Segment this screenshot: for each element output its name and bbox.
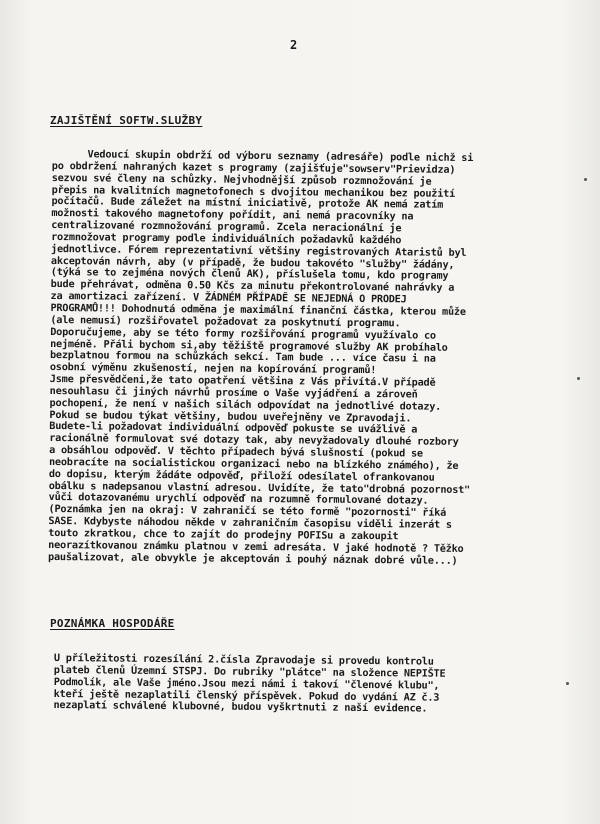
software-service-line: PROGRAMŮ!!! Dohodnutá odměna je maximální finanční částka, kterou může bbox=[50, 302, 466, 318]
treasurer-note-line: Podmolík, ale Vaše jméno.Jsou mezi námi i takoví "členové klubu", bbox=[53, 676, 440, 692]
paper-speck bbox=[584, 178, 587, 181]
software-service-line: racionálně formulovat své dotazy tak, aby nevyžadovaly dlouhé rozbory bbox=[49, 433, 459, 449]
software-service-line: bude přehrávat, odměna 0.50 Kčs za minutu překontrolované nahrávky a bbox=[50, 279, 455, 295]
software-service-line: obálku s nadepsanou vlastní adresou. Uvidíte, že tato"drobná pozornost" bbox=[48, 480, 471, 496]
software-service-line: pochopení, že není v našich silách odpovídat na jednotlivé dotazy. bbox=[49, 397, 442, 413]
section-body-software-service bbox=[48, 149, 572, 569]
section-heading-treasurer-note: POZNÁMKA HOSPODÁŘE bbox=[50, 617, 175, 630]
software-service-line: přepis na kvalitních magnetofonech s dvojitou mechanikou bez použití bbox=[51, 184, 456, 200]
treasurer-note-line: U příležitosti rozesílání 2.čísla Zpravodaje si provedu kontrolu bbox=[53, 653, 434, 668]
software-service-line: vůči dotazovanému urychlí odpověď na rozumně formulované dotazy. bbox=[48, 492, 429, 508]
section-body-treasurer-note bbox=[53, 653, 574, 717]
software-service-line: a obsáhlou odpověď. V těchto případech bývá slušností (pokud se bbox=[49, 445, 423, 460]
software-service-line: rozmnožovat programy podle individuálních požadavků každého bbox=[51, 231, 402, 247]
software-service-line: jednotlivce. Fórem reprezentativní většiny registrovaných Ataristů byl bbox=[50, 243, 467, 259]
software-service-line: touto zkratkou, chce to zajít do prodejny POFISu a zakoupit bbox=[48, 527, 399, 543]
software-service-line: za amortizaci zařízení. V ŽÁDNÉM PŘÍPADĚ SE NEJEDNÁ O PRODEJ bbox=[50, 291, 407, 306]
software-service-line: (týká se to zejména nových členů AK), příslušela tomu, kdo programy bbox=[50, 267, 449, 283]
software-service-line: (ale nemusí) rozšiřovatel požadovat za poskytnutí programu. bbox=[50, 314, 401, 330]
software-service-line: Vedoucí skupin obdrží od výboru seznamy (adresáře) podle nichž si bbox=[51, 149, 474, 165]
paper-speck bbox=[577, 377, 580, 380]
software-service-line: paušalizovat, ale obvykle je akceptován i pouhý náznak dobré vůle...) bbox=[48, 551, 458, 567]
section-heading-software-service: ZAJIŠTĚNÍ SOFTW.SLUŽBY bbox=[50, 114, 203, 127]
paper-speck bbox=[566, 682, 569, 685]
software-service-line: Pokud se budou týkat většiny, budou uveřejněny ve Zpravodaji. bbox=[49, 409, 412, 425]
software-service-line: neobracíte na socialistickou organizaci nebo na blízkého známého), že bbox=[48, 456, 459, 472]
software-service-line: Budete-li požadovat individuální odpověď pokuste se uvážlivě a bbox=[49, 421, 418, 436]
software-service-line: Jsme přesvědčeni,že tato opatření většina z Vás přivítá.V případě bbox=[49, 374, 436, 389]
software-service-line: počítačů. Bude záležet na místní iniciativě, protože AK nemá zatím bbox=[51, 196, 444, 212]
software-service-line: možnosti takového magnetofony pořídit, ani nemá pracovníky na bbox=[51, 208, 414, 223]
page-number: 2 bbox=[290, 38, 298, 52]
treasurer-note-line: kteří ještě nezaplatili členský příspěvek. Pokud do vydání AZ č.3 bbox=[53, 688, 440, 704]
treasurer-note-line: plateb členů Územní STSPJ. Do rubriky "plátce" na složence NEPIŠTE bbox=[53, 664, 446, 680]
software-service-line: osobní výměnu zkušeností, nejen na kopírování programů! bbox=[49, 362, 377, 377]
software-service-line: neorazítkovanou známku platnou v zemi adresáta. V jaké hodnotě ? Těžko bbox=[48, 539, 464, 555]
treasurer-note-line: nezaplatí schválené klubovné, budou vyškrtnuti z naší evidence. bbox=[53, 700, 428, 715]
software-service-line: nesouhlasu či jiných návrhů prosíme o Vaše vyjádření a zároveň bbox=[49, 385, 418, 401]
software-service-line: bezplatnou formou na schůzkách sekcí. Tam bude ... více času i na bbox=[49, 350, 436, 366]
software-service-line: akceptován návrh, aby (v případě, že budou takovéto "služby" žádány, bbox=[50, 255, 455, 271]
software-service-line: centralizované rozmnožování programů. Zcela neracionální je bbox=[51, 220, 402, 235]
software-service-line: SASE. Kdybyste náhodou někde v zahraničním časopisu viděli inzerát s bbox=[48, 516, 452, 532]
software-service-line: po obdržení nahraných kazet s programy (zajišťuje"sowserv"Prievidza) bbox=[51, 160, 456, 176]
software-service-line: sezvou své členy na schůzky. Nejvhodnější způsob rozmnožování je bbox=[51, 172, 432, 188]
software-service-line: Doporučujeme, aby se této formy rozšiřování programů využívalo co bbox=[50, 326, 436, 342]
software-service-line: (Poznámka jen na okraj: V zahraničí se této formě "pozornosti" říká bbox=[48, 504, 447, 520]
software-service-line: nejméně. Přáli bychom si,aby těžiště programové služby AK probíhalo bbox=[50, 338, 448, 354]
software-service-line: do dopisu, kterým žádáte odpověď, přiloží odesílatel ofrankovanou bbox=[48, 468, 435, 484]
